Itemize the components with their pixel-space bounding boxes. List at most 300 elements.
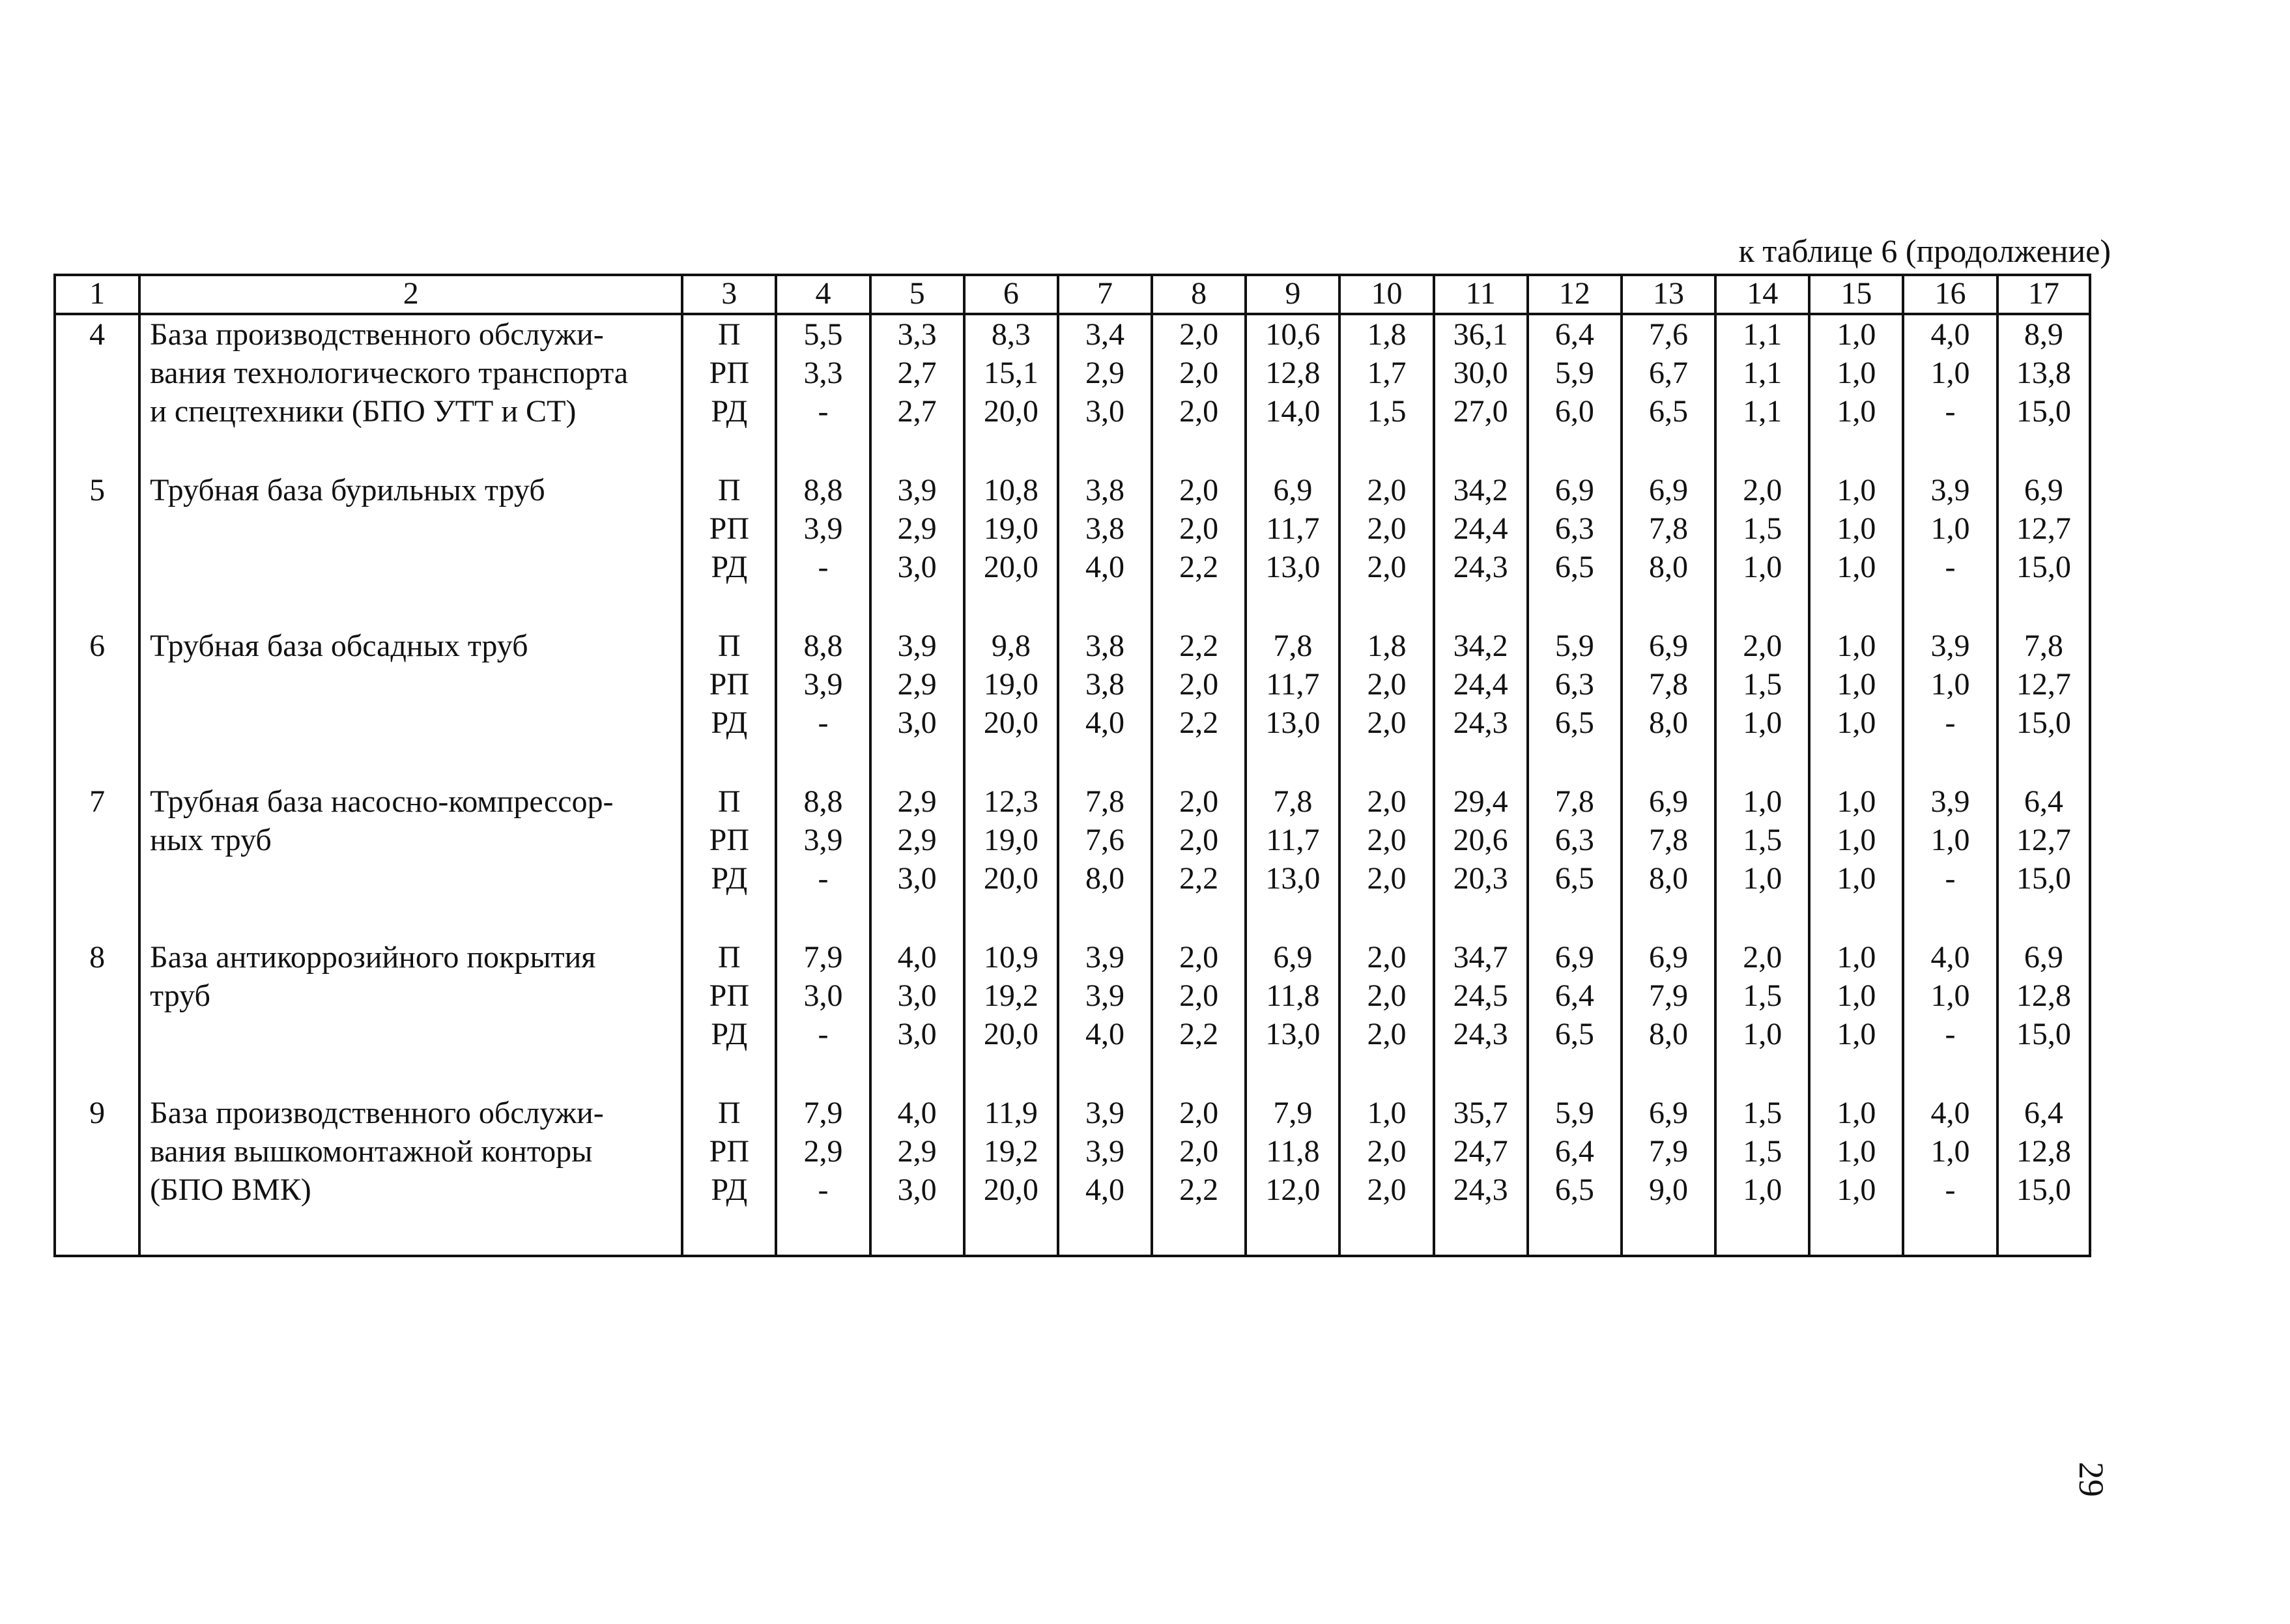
value-text: 6,4	[1554, 978, 1594, 1013]
value-text: 2,7	[897, 356, 937, 390]
value-text: 24,3	[1453, 1017, 1508, 1051]
value-cell	[1997, 431, 2090, 586]
value-text: -	[818, 1173, 829, 1207]
value-cell	[1339, 314, 1433, 431]
value-text: 2,0	[1367, 1134, 1407, 1169]
value-text: 4,0	[1085, 1017, 1124, 1051]
table-row	[55, 742, 2090, 898]
value-text: 34,2	[1453, 473, 1508, 507]
value-text: 6,9	[1273, 473, 1313, 507]
value-text: 20,3	[1453, 861, 1508, 896]
value-cell	[1339, 742, 1433, 898]
value-text: 13,0	[1265, 1017, 1321, 1051]
value-text: 19,2	[983, 1134, 1038, 1169]
value-cell	[1339, 431, 1433, 586]
header-cell: 15	[1809, 275, 1903, 314]
value-text: 15,0	[2016, 550, 2071, 584]
type-label: РД	[711, 861, 748, 896]
header-cell: 6	[964, 275, 1058, 314]
value-text: 1,0	[1837, 1017, 1876, 1051]
value-text: 11,9	[984, 1096, 1038, 1130]
value-cell	[1152, 586, 1246, 742]
value-text: 1,0	[1837, 823, 1876, 857]
value-text: 6,5	[1554, 1173, 1594, 1207]
value-text: 3,9	[897, 629, 937, 663]
value-text: -	[818, 394, 829, 429]
table-row	[55, 1053, 2090, 1256]
value-text: 12,7	[2016, 511, 2071, 546]
value-text: 15,0	[2016, 1173, 2071, 1207]
value-text: 13,0	[1265, 550, 1321, 584]
row-number	[55, 314, 139, 431]
value-cell	[964, 586, 1058, 742]
header-cell: 10	[1339, 275, 1433, 314]
header-cell: 9	[1246, 275, 1339, 314]
value-text: 14,0	[1265, 394, 1321, 429]
value-cell	[1246, 898, 1339, 1053]
value-cell	[1997, 1053, 2090, 1256]
value-text: 2,0	[1179, 473, 1219, 507]
value-text: 2,2	[1179, 629, 1219, 663]
value-cell	[1809, 431, 1903, 586]
value-text: 2,0	[1179, 356, 1219, 390]
value-text: 6,4	[2024, 784, 2063, 819]
value-text: 12,8	[2016, 1134, 2071, 1169]
value-text: 11,7	[1266, 823, 1320, 857]
value-text: 3,9	[1930, 784, 1970, 819]
type-label: РП	[709, 511, 749, 546]
description-line: и спецтехники (БПО УТТ и СТ)	[150, 394, 577, 429]
value-text: 6,9	[1649, 784, 1689, 819]
value-cell	[1528, 431, 1622, 586]
value-text: 12,7	[2016, 667, 2071, 702]
value-text: 2,0	[1179, 317, 1219, 352]
row-number-text: 5	[89, 473, 106, 507]
value-text: 2,2	[1179, 1173, 1219, 1207]
value-cell	[1903, 742, 1997, 898]
row-number-text: 8	[89, 940, 106, 975]
value-cell	[1997, 586, 2090, 742]
value-text: 7,9	[1273, 1096, 1313, 1130]
value-cell	[1058, 1053, 1152, 1256]
value-text: 13,0	[1265, 705, 1321, 740]
value-cell	[1152, 1053, 1246, 1256]
value-cell	[1339, 1053, 1433, 1256]
value-text: 1,0	[1930, 1134, 1970, 1169]
value-cell	[1715, 898, 1809, 1053]
value-text: 3,3	[897, 317, 937, 352]
type-label: РП	[709, 823, 749, 857]
value-text: 1,0	[1837, 511, 1876, 546]
value-text: 2,9	[1085, 356, 1124, 390]
value-cell	[1622, 1053, 1715, 1256]
value-text: 10,9	[983, 940, 1038, 975]
value-cell	[1434, 898, 1528, 1053]
value-text: 4,0	[897, 940, 937, 975]
value-text: 2,0	[1367, 511, 1407, 546]
value-text: 1,0	[1930, 667, 1970, 702]
value-text: 7,8	[1649, 511, 1689, 546]
value-cell	[1339, 898, 1433, 1053]
value-cell	[964, 898, 1058, 1053]
value-text: 2,0	[1179, 1134, 1219, 1169]
value-text: 1,0	[1837, 940, 1876, 975]
value-cell	[1903, 898, 1997, 1053]
value-text: 7,9	[1649, 978, 1689, 1013]
value-text: 24,5	[1453, 978, 1508, 1013]
header-cell: 11	[1434, 275, 1528, 314]
value-cell	[1246, 314, 1339, 431]
value-cell	[1622, 742, 1715, 898]
header-row	[55, 275, 2090, 314]
value-text: 9,8	[991, 629, 1031, 663]
value-text: 2,2	[1179, 861, 1219, 896]
description-line: База антикоррозийного покрытия	[150, 940, 596, 975]
value-text: 10,6	[1265, 317, 1321, 352]
value-text: 1,5	[1743, 978, 1782, 1013]
value-text: 2,0	[1179, 1096, 1219, 1130]
description-line: База производственного обслужи-	[150, 1096, 604, 1130]
value-text: 3,8	[1085, 473, 1124, 507]
value-text: 3,9	[803, 667, 843, 702]
value-text: 20,0	[983, 394, 1038, 429]
value-text: 7,8	[1554, 784, 1594, 819]
value-cell	[1809, 742, 1903, 898]
value-text: 1,8	[1367, 317, 1407, 352]
value-text: 19,0	[983, 667, 1038, 702]
value-cell	[1528, 586, 1622, 742]
value-cell	[1246, 742, 1339, 898]
value-text: 1,0	[1743, 784, 1782, 819]
value-text: 7,6	[1085, 823, 1124, 857]
row-description	[139, 431, 682, 586]
value-text: 24,7	[1453, 1134, 1508, 1169]
value-text: 1,0	[1837, 1096, 1876, 1130]
row-number	[55, 898, 139, 1053]
value-text: 8,0	[1649, 1017, 1689, 1051]
value-text: 2,0	[1367, 550, 1407, 584]
value-text: 4,0	[1085, 550, 1124, 584]
row-description	[139, 586, 682, 742]
value-text: 1,0	[1930, 511, 1970, 546]
value-cell	[1434, 742, 1528, 898]
value-cell	[870, 431, 964, 586]
value-cell	[1903, 314, 1997, 431]
value-text: 1,0	[1743, 861, 1782, 896]
value-cell	[1434, 314, 1528, 431]
table-row	[55, 314, 2090, 431]
value-text: 3,3	[803, 356, 843, 390]
value-cell	[1715, 431, 1809, 586]
value-cell	[776, 1053, 870, 1256]
value-text: 2,0	[1743, 629, 1782, 663]
value-text: 1,5	[1743, 823, 1782, 857]
value-text: 3,0	[897, 550, 937, 584]
value-text: 19,2	[983, 978, 1038, 1013]
value-text: 3,0	[897, 1173, 937, 1207]
type-label: РД	[711, 550, 748, 584]
value-cell	[964, 431, 1058, 586]
value-text: 2,9	[803, 1134, 843, 1169]
value-text: 1,0	[1837, 1134, 1876, 1169]
row-number	[55, 1053, 139, 1256]
value-cell	[776, 586, 870, 742]
value-text: 6,5	[1554, 705, 1594, 740]
value-text: -	[818, 861, 829, 896]
value-text: 1,5	[1367, 394, 1407, 429]
value-text: 4,0	[1930, 940, 1970, 975]
data-table	[53, 274, 2091, 1257]
table-row	[55, 431, 2090, 586]
value-text: 34,2	[1453, 629, 1508, 663]
value-text: 3,8	[1085, 629, 1124, 663]
value-text: 6,4	[2024, 1096, 2063, 1130]
value-text: 24,3	[1453, 705, 1508, 740]
value-cell	[1339, 586, 1433, 742]
value-text: 2,2	[1179, 1017, 1219, 1051]
table-row	[55, 898, 2090, 1053]
value-text: 2,0	[1367, 473, 1407, 507]
description-line: База производственного обслужи-	[150, 317, 604, 352]
value-text: 2,0	[1367, 667, 1407, 702]
value-cell	[1622, 898, 1715, 1053]
value-text: 6,3	[1554, 823, 1594, 857]
value-cell	[1622, 431, 1715, 586]
value-text: 1,8	[1367, 629, 1407, 663]
value-cell	[870, 898, 964, 1053]
value-cell	[1434, 586, 1528, 742]
value-cell	[1622, 586, 1715, 742]
value-cell	[1246, 1053, 1339, 1256]
value-text: 7,8	[1273, 784, 1313, 819]
value-text: 11,7	[1266, 511, 1320, 546]
value-text: 15,0	[2016, 861, 2071, 896]
description-line: ных труб	[150, 823, 272, 857]
value-cell	[1715, 586, 1809, 742]
value-cell	[1528, 742, 1622, 898]
value-text: 3,8	[1085, 667, 1124, 702]
row-description	[139, 898, 682, 1053]
type-label: РП	[709, 1134, 749, 1169]
header-cell: 16	[1903, 275, 1997, 314]
value-text: 8,9	[2024, 317, 2063, 352]
value-text: 1,5	[1743, 667, 1782, 702]
value-cell	[1528, 898, 1622, 1053]
value-text: 3,8	[1085, 511, 1124, 546]
value-text: 12,8	[2016, 978, 2071, 1013]
value-text: 30,0	[1453, 356, 1508, 390]
value-cell	[870, 742, 964, 898]
value-text: 7,9	[803, 940, 843, 975]
value-text: 2,0	[1367, 940, 1407, 975]
description-line: труб	[150, 978, 210, 1013]
value-text: -	[1945, 394, 1956, 429]
value-text: 6,3	[1554, 667, 1594, 702]
value-text: 19,0	[983, 823, 1038, 857]
value-text: 1,0	[1837, 394, 1876, 429]
value-text: 12,3	[983, 784, 1038, 819]
value-text: 3,0	[897, 1017, 937, 1051]
value-cell	[1246, 586, 1339, 742]
value-text: 20,0	[983, 1173, 1038, 1207]
value-cell	[1434, 431, 1528, 586]
value-cell	[1152, 431, 1246, 586]
header-cell: 7	[1058, 275, 1152, 314]
value-cell	[1152, 742, 1246, 898]
value-text: 1,0	[1837, 473, 1876, 507]
value-text: 6,9	[1649, 940, 1689, 975]
value-cell	[1058, 742, 1152, 898]
row-number-text: 6	[89, 629, 106, 663]
value-cell	[1622, 314, 1715, 431]
value-cell	[964, 1053, 1058, 1256]
row-description	[139, 314, 682, 431]
value-text: 7,8	[2024, 629, 2063, 663]
value-text: 20,0	[983, 705, 1038, 740]
value-text: 3,9	[1085, 1134, 1124, 1169]
value-text: 6,7	[1649, 356, 1689, 390]
type-label: РП	[709, 667, 749, 702]
header-cell: 8	[1152, 275, 1246, 314]
value-text: 6,9	[2024, 473, 2063, 507]
type-label: РД	[711, 394, 748, 429]
value-text: 8,0	[1649, 861, 1689, 896]
value-text: 10,8	[983, 473, 1038, 507]
value-text: 5,9	[1554, 1096, 1594, 1130]
value-text: -	[818, 705, 829, 740]
row-number	[55, 742, 139, 898]
value-text: 1,1	[1743, 356, 1782, 390]
value-text: 1,0	[1930, 356, 1970, 390]
value-text: 2,0	[1179, 667, 1219, 702]
row-description	[139, 742, 682, 898]
type-label: РД	[711, 1017, 748, 1051]
description-line: (БПО ВМК)	[150, 1173, 311, 1207]
value-text: 24,4	[1453, 511, 1508, 546]
value-text: 1,0	[1743, 550, 1782, 584]
type-label: П	[717, 784, 741, 819]
value-text: 2,0	[1367, 1173, 1407, 1207]
table-caption: к таблице 6 (продолжение)	[1738, 233, 2111, 269]
value-cell	[964, 742, 1058, 898]
type-label: П	[717, 473, 741, 507]
value-text: 2,9	[897, 511, 937, 546]
value-cell	[776, 314, 870, 431]
value-text: 1,0	[1837, 629, 1876, 663]
value-text: 1,0	[1930, 978, 1970, 1013]
value-text: 2,9	[897, 667, 937, 702]
value-text: 1,0	[1837, 356, 1876, 390]
value-text: 1,0	[1837, 550, 1876, 584]
value-text: -	[1945, 705, 1956, 740]
value-cell	[1434, 1053, 1528, 1256]
value-text: 11,8	[1266, 978, 1320, 1013]
header-cell: 4	[776, 275, 870, 314]
value-text: 1,0	[1837, 861, 1876, 896]
value-text: 7,8	[1649, 667, 1689, 702]
value-text: 15,0	[2016, 705, 2071, 740]
value-text: 1,0	[1930, 823, 1970, 857]
value-text: 7,9	[803, 1096, 843, 1130]
type-label: РД	[711, 1173, 748, 1207]
value-text: 8,0	[1085, 861, 1124, 896]
value-text: 6,9	[2024, 940, 2063, 975]
value-cell	[1058, 431, 1152, 586]
value-cell	[1715, 1053, 1809, 1256]
value-cell	[1809, 586, 1903, 742]
value-text: 8,3	[991, 317, 1031, 352]
value-cell	[1715, 314, 1809, 431]
page-number: 29	[2072, 1462, 2111, 1497]
value-text: 2,2	[1179, 550, 1219, 584]
value-text: 6,9	[1649, 473, 1689, 507]
value-text: 2,0	[1367, 861, 1407, 896]
value-cell	[870, 314, 964, 431]
value-cell	[1528, 1053, 1622, 1256]
value-text: 6,9	[1649, 1096, 1689, 1130]
value-text: 2,7	[897, 394, 937, 429]
value-text: 24,3	[1453, 1173, 1508, 1207]
value-text: 1,0	[1837, 1173, 1876, 1207]
value-text: 1,0	[1837, 978, 1876, 1013]
value-text: 2,0	[1367, 705, 1407, 740]
value-text: 5,9	[1554, 629, 1594, 663]
value-text: 5,5	[803, 317, 843, 352]
value-text: 4,0	[1930, 1096, 1970, 1130]
value-text: 6,5	[1554, 550, 1594, 584]
row-type	[682, 586, 776, 742]
value-text: 3,0	[897, 978, 937, 1013]
value-text: 6,9	[1554, 940, 1594, 975]
value-text: 1,1	[1743, 394, 1782, 429]
value-text: -	[1945, 1173, 1956, 1207]
row-number-text: 4	[89, 317, 106, 352]
value-text: 3,9	[897, 473, 937, 507]
value-text: 2,9	[897, 823, 937, 857]
value-text: 11,7	[1266, 667, 1320, 702]
header-cell: 17	[1997, 275, 2090, 314]
value-text: -	[1945, 1017, 1956, 1051]
description-line: вания вышкомонтажной конторы	[150, 1134, 593, 1169]
value-text: 20,0	[983, 861, 1038, 896]
value-text: 13,0	[1265, 861, 1321, 896]
value-cell	[1528, 314, 1622, 431]
value-cell	[1058, 314, 1152, 431]
value-text: 2,0	[1179, 511, 1219, 546]
value-cell	[1809, 314, 1903, 431]
row-type	[682, 742, 776, 898]
value-text: 6,9	[1273, 940, 1313, 975]
value-text: 2,2	[1179, 705, 1219, 740]
row-type	[682, 1053, 776, 1256]
value-text: 20,6	[1453, 823, 1508, 857]
value-cell	[1997, 742, 2090, 898]
value-text: 11,8	[1266, 1134, 1320, 1169]
value-text: 20,0	[983, 1017, 1038, 1051]
value-text: 1,0	[1743, 1017, 1782, 1051]
value-text: 3,9	[1085, 940, 1124, 975]
value-text: 1,5	[1743, 511, 1782, 546]
value-text: 1,0	[1743, 1173, 1782, 1207]
value-text: 6,9	[1649, 629, 1689, 663]
value-text: 2,0	[1179, 784, 1219, 819]
value-text: 13,8	[2016, 356, 2071, 390]
value-text: 7,8	[1273, 629, 1313, 663]
value-text: 2,0	[1179, 394, 1219, 429]
type-label: П	[717, 940, 741, 975]
value-text: 19,0	[983, 511, 1038, 546]
row-type	[682, 898, 776, 1053]
